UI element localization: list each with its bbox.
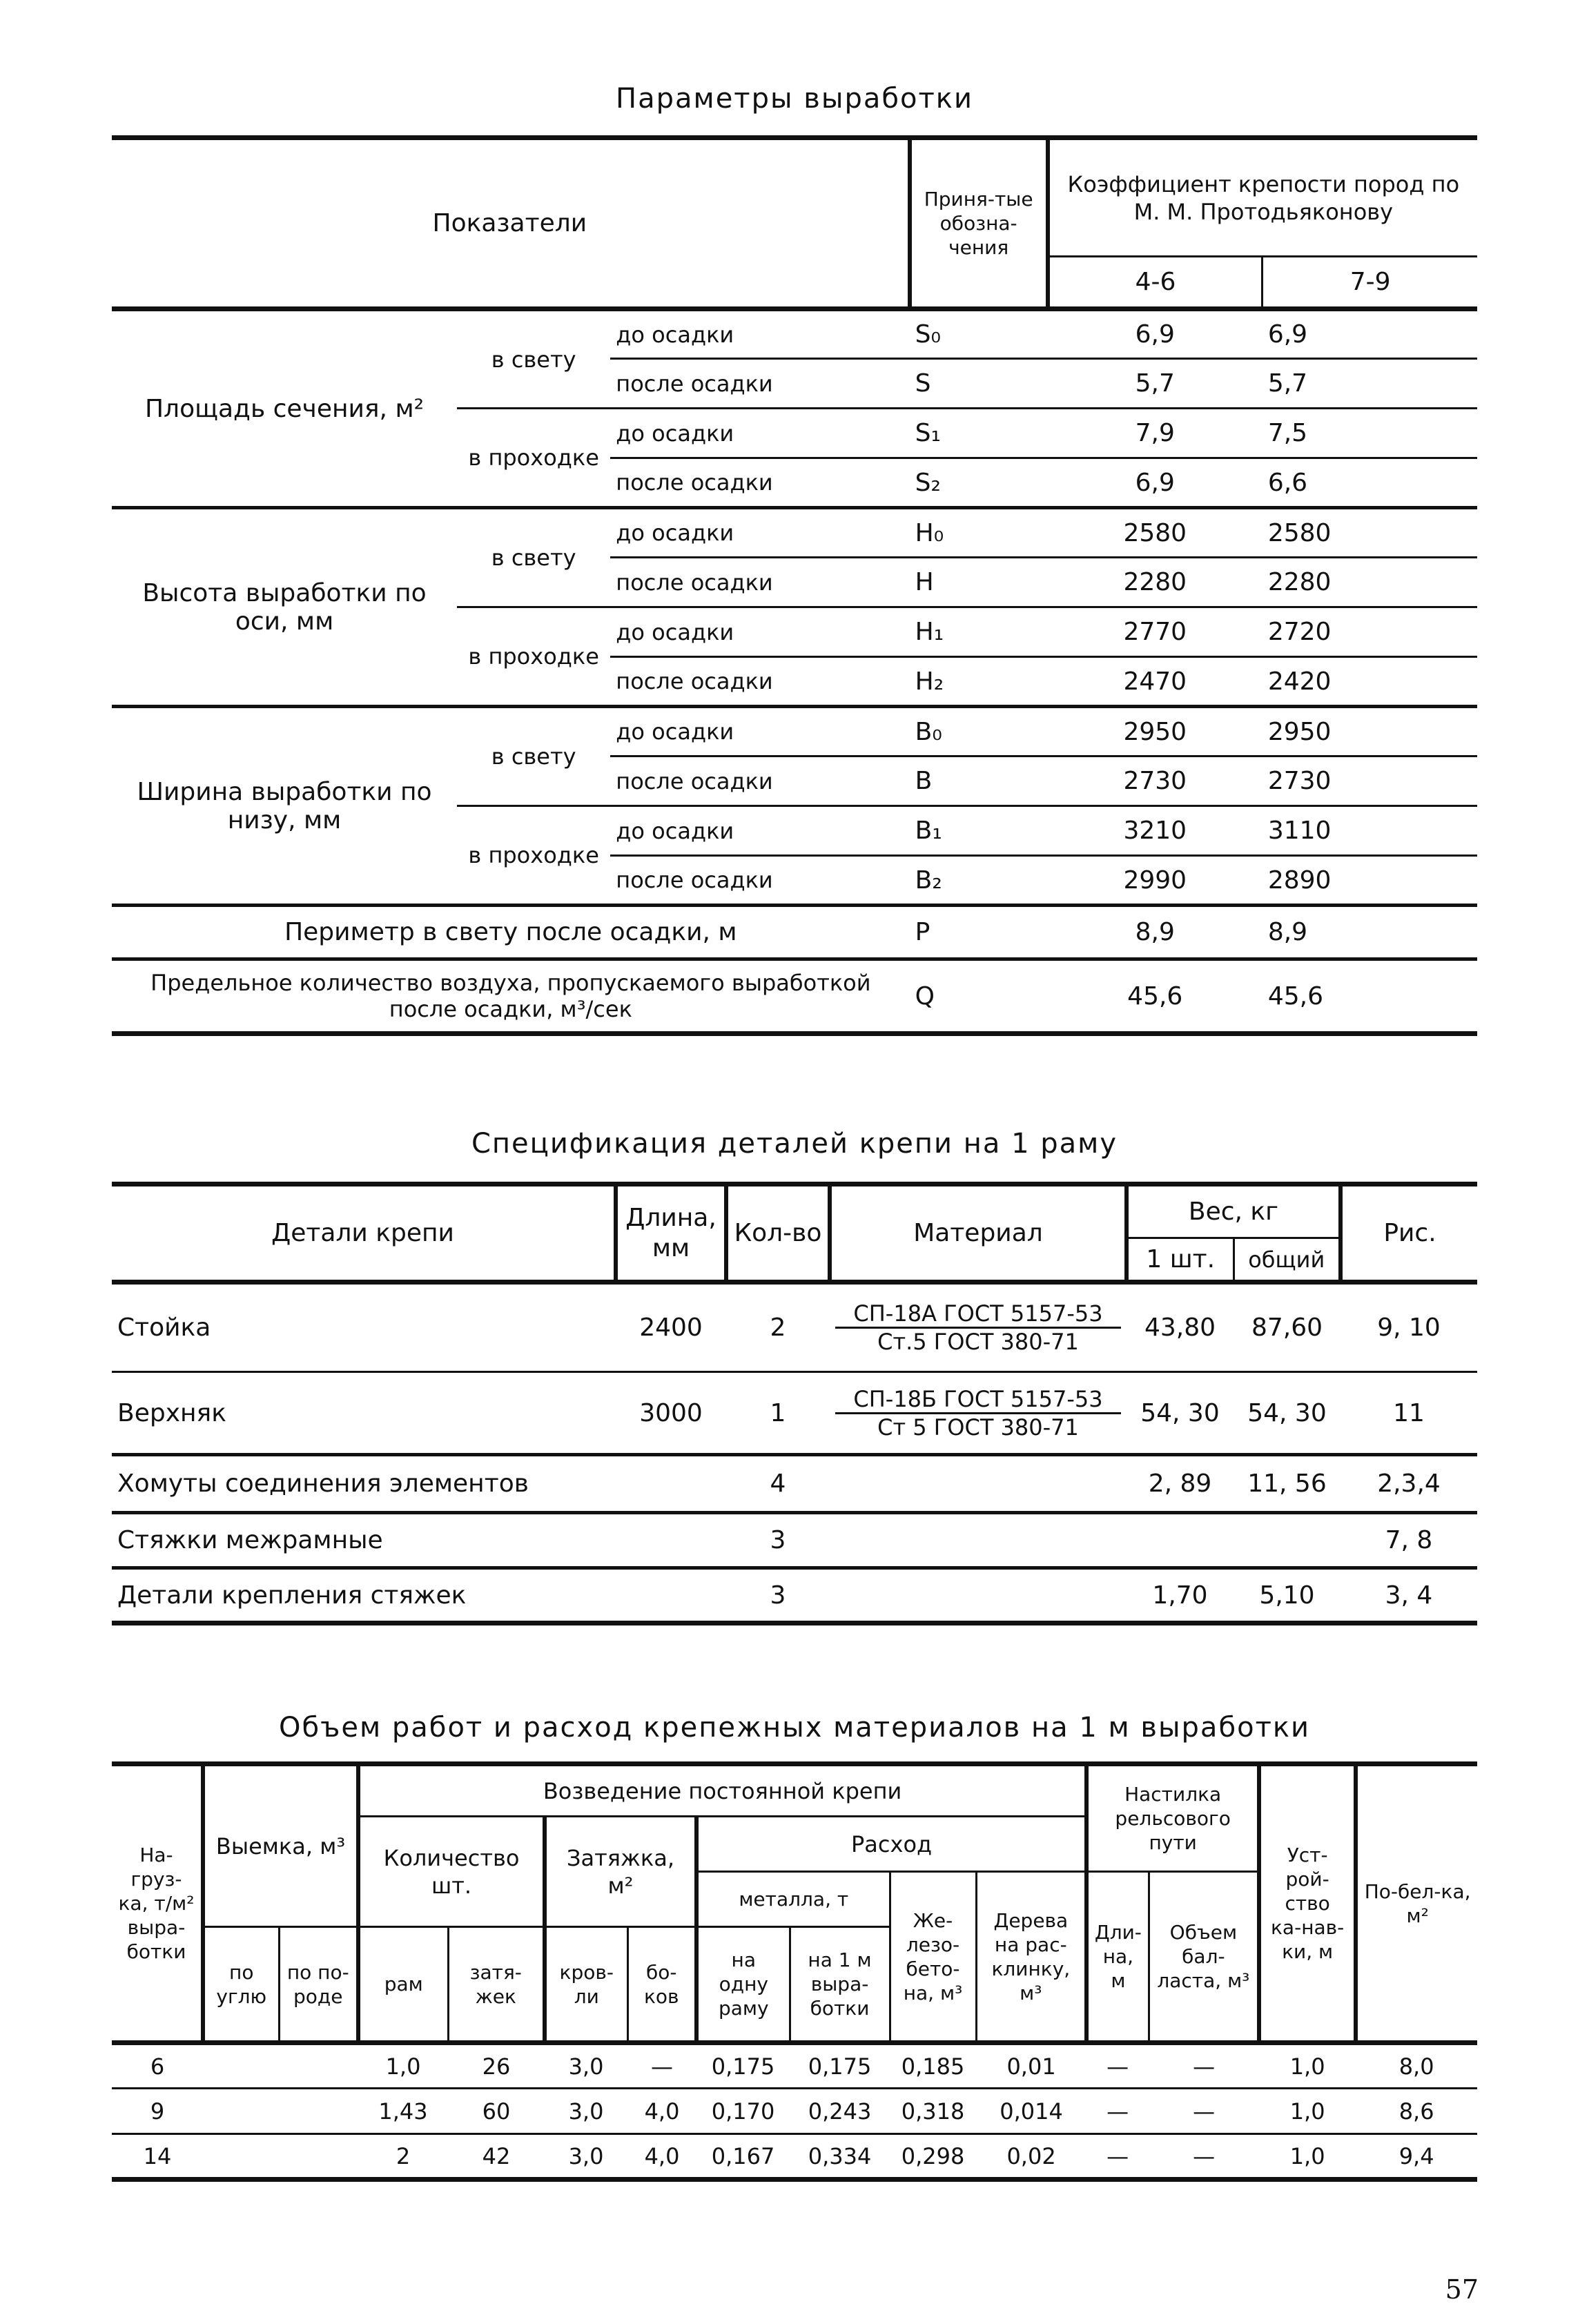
part-name: Стяжки межрамные (117, 1526, 383, 1554)
part-qty: 2 (770, 1314, 786, 1342)
cond: до осадки (616, 520, 734, 546)
sides: — (651, 2053, 674, 2080)
v1: 5,7 (1135, 369, 1175, 398)
sym: H₁ (915, 618, 944, 646)
figure-ref: 9, 10 (1377, 1314, 1441, 1342)
col-indicators: Показатели (112, 138, 910, 309)
lagging: 60 (482, 2098, 511, 2125)
whitewash: 9,4 (1398, 2142, 1434, 2169)
v2: 2280 (1267, 568, 1332, 596)
sub-name: в проходке (468, 445, 599, 471)
sub-name: в свету (491, 743, 576, 770)
cond: до осадки (616, 420, 734, 447)
table1-caption: Параметры выработки (616, 83, 973, 115)
v2: 3110 (1267, 817, 1332, 845)
part-length: 3000 (639, 1398, 703, 1427)
v1: 8,9 (1135, 918, 1175, 946)
weight-total: 11, 56 (1247, 1469, 1327, 1498)
part-name: Стойка (117, 1314, 211, 1342)
col-weight: Вес, кг (1127, 1184, 1341, 1238)
table3-caption: Объем работ и расход крепежных материалов на 1 м выработки (278, 1712, 1311, 1744)
sub-name: в свету (491, 545, 576, 571)
part-name: Верхняк (117, 1398, 226, 1427)
wood: 0,02 (1006, 2142, 1056, 2169)
whitewash: 8,0 (1398, 2053, 1434, 2080)
part-name: Детали крепления стяжек (117, 1581, 467, 1610)
col-by-rock: по по-роде (279, 1927, 358, 2043)
rail-length: — (1107, 2098, 1129, 2125)
cond: после осадки (616, 469, 773, 496)
v1: 2580 (1123, 518, 1187, 547)
sub-name: в свету (491, 346, 576, 373)
group-name: Площадь сечения, м² (144, 394, 425, 423)
roof: 3,0 (568, 2142, 604, 2169)
v1: 2280 (1123, 568, 1187, 596)
part-qty: 1 (770, 1398, 786, 1427)
frames: 1,43 (378, 2098, 428, 2125)
cond: после осадки (616, 569, 773, 596)
sub-name: в проходке (468, 643, 599, 670)
cond: до осадки (616, 321, 734, 348)
rail-length: — (1107, 2053, 1129, 2080)
v1: 7,9 (1135, 419, 1175, 447)
table-parameters (112, 135, 1477, 1036)
col-fig: Рис. (1341, 1184, 1477, 1282)
col-by-angle: по углю (203, 1927, 279, 2043)
col-qty: Кол-во (726, 1184, 830, 1282)
sym: Q (915, 982, 935, 1010)
col-ballast: Объем бал-ласта, м³ (1149, 1872, 1259, 2043)
sym: B₂ (915, 866, 942, 895)
v1: 6,9 (1135, 320, 1175, 349)
v2: 7,5 (1267, 419, 1308, 447)
group-name: Ширина выработки по низу, мм (137, 777, 432, 834)
col-erection: Возведение постоянной крепи (358, 1764, 1086, 1817)
sym: P (915, 918, 930, 946)
group-name: Высота выработки по оси, мм (142, 578, 427, 636)
concrete: 0,318 (901, 2098, 965, 2125)
col-roof: кров-ли (545, 1927, 627, 2043)
v2: 2890 (1267, 866, 1332, 895)
sym: S₁ (915, 419, 941, 447)
concrete: 0,185 (901, 2053, 965, 2080)
frames: 1,0 (385, 2053, 421, 2080)
ballast: — (1193, 2053, 1216, 2080)
v1: 2770 (1123, 618, 1187, 646)
col-c1: 4-6 (1048, 257, 1263, 309)
col-rail: Настилка рельсового пути (1086, 1764, 1259, 1872)
weight-1: 43,80 (1144, 1314, 1216, 1342)
sides: 4,0 (644, 2142, 680, 2169)
material-1: СП-18Б ГОСТ 5157-53 (835, 1386, 1121, 1414)
roof: 3,0 (568, 2053, 604, 2080)
v2: 8,9 (1267, 918, 1308, 946)
v2: 2720 (1267, 618, 1332, 646)
col-c2: 7-9 (1263, 257, 1477, 309)
col-wt: общий (1234, 1238, 1341, 1282)
sym: H₂ (915, 667, 944, 696)
col-consumption: Расход (696, 1817, 1086, 1872)
sym: B₀ (915, 717, 942, 746)
cond: после осадки (616, 867, 773, 893)
ditch: 1,0 (1289, 2098, 1325, 2125)
ballast: — (1193, 2142, 1216, 2169)
col-coef: Коэффициент крепости пород по М. М. Протодьяконову (1048, 138, 1477, 257)
material-1: СП-18А ГОСТ 5157-53 (835, 1300, 1121, 1329)
col-excavation: Выемка, м³ (203, 1764, 358, 1927)
sym: H₀ (915, 518, 944, 547)
col-w1: 1 шт. (1127, 1238, 1234, 1282)
v2: 2950 (1267, 717, 1332, 746)
v1: 2950 (1123, 717, 1187, 746)
v1: 2470 (1123, 667, 1187, 696)
v2: 6,6 (1267, 468, 1308, 497)
weight-1: 54, 30 (1140, 1398, 1220, 1427)
lagging: 42 (482, 2142, 511, 2169)
weight-total: 5,10 (1259, 1581, 1315, 1610)
ditch: 1,0 (1289, 2053, 1325, 2080)
metal-per-frame: 0,175 (711, 2053, 775, 2080)
part-name: Хомуты соединения элементов (117, 1469, 529, 1498)
sides: 4,0 (644, 2098, 680, 2125)
col-metal: металла, т (696, 1872, 890, 1927)
col-part: Детали крепи (112, 1184, 616, 1282)
col-ditch: Уст-рой-ство ка-нав-ки, м (1259, 1764, 1356, 2043)
weight-total (1234, 1513, 1341, 1568)
whitewash: 8,6 (1398, 2098, 1434, 2125)
concrete: 0,298 (901, 2142, 965, 2169)
sub-name: в проходке (468, 842, 599, 868)
col-wood: Дерева на рас-клинку, м³ (976, 1872, 1086, 2043)
weight-1: 2, 89 (1148, 1469, 1212, 1498)
ditch: 1,0 (1289, 2142, 1325, 2169)
v2: 45,6 (1267, 982, 1323, 1010)
v2: 2730 (1267, 767, 1332, 795)
material-2: Ст.5 ГОСТ 380-71 (877, 1329, 1079, 1355)
col-notation: Приня-тые обозна-чения (910, 138, 1048, 309)
weight-1: 1,70 (1152, 1581, 1208, 1610)
col-lagging: затя-жек (448, 1927, 545, 2043)
v2: 5,7 (1267, 369, 1308, 398)
v2: 6,9 (1267, 320, 1308, 349)
wood: 0,014 (1000, 2098, 1063, 2125)
rail-length: — (1107, 2142, 1129, 2169)
load: 9 (150, 2098, 165, 2125)
col-load: На-груз-ка, т/м² выра-ботки (112, 1764, 203, 2043)
col-lag-area: Затяжка, м² (545, 1817, 696, 1927)
col-material: Материал (830, 1184, 1127, 1282)
part-qty: 4 (770, 1469, 786, 1498)
sym: B₁ (915, 817, 942, 845)
v1: 2990 (1123, 866, 1187, 895)
col-sides: бо-ков (627, 1927, 696, 2043)
ballast: — (1193, 2098, 1216, 2125)
col-frames: рам (358, 1927, 448, 2043)
material-2: Ст 5 ГОСТ 380-71 (877, 1414, 1079, 1441)
figure-ref: 11 (1393, 1398, 1425, 1427)
cond: после осадки (616, 768, 773, 794)
sym: S (915, 369, 931, 398)
wood: 0,01 (1006, 2053, 1056, 2080)
sym: S₂ (915, 468, 941, 497)
figure-ref: 2,3,4 (1377, 1469, 1441, 1498)
v2: 2580 (1267, 518, 1332, 547)
sym: S₀ (915, 320, 941, 349)
sym: B (915, 767, 933, 795)
sym: H (915, 568, 934, 596)
cond: до осадки (616, 618, 734, 645)
load: 6 (150, 2053, 165, 2080)
perimeter-label: Периметр в свету после осадки, м (284, 918, 737, 946)
frames: 2 (396, 2142, 411, 2169)
col-concrete: Же-лезо-бето-на, м³ (890, 1872, 976, 2043)
air-label: Предельное количество воздуха, пропускаемого выработкой после осадки, м³/сек (150, 969, 871, 1022)
table-specification (112, 1182, 1477, 1625)
metal-per-meter: 0,175 (808, 2053, 872, 2080)
metal-per-frame: 0,167 (711, 2142, 775, 2169)
v1: 3210 (1123, 817, 1187, 845)
col-length: Длина, мм (616, 1184, 726, 1282)
part-length: 2400 (639, 1314, 703, 1342)
cond: после осадки (616, 668, 773, 694)
part-qty: 3 (770, 1526, 786, 1554)
page-number: 57 (1445, 2274, 1479, 2305)
col-per-frame: на одну раму (696, 1927, 790, 2043)
weight-total: 87,60 (1251, 1314, 1323, 1342)
col-count: Количество шт. (358, 1817, 545, 1927)
v1: 2730 (1123, 767, 1187, 795)
figure-ref: 3, 4 (1385, 1581, 1433, 1610)
v1: 6,9 (1135, 468, 1175, 497)
v1: 45,6 (1127, 982, 1183, 1010)
col-whitewash: По-бел-ка, м² (1356, 1764, 1477, 2043)
metal-per-meter: 0,334 (808, 2142, 872, 2169)
col-per-meter: на 1 м выра-ботки (790, 1927, 890, 2043)
load: 14 (143, 2142, 172, 2169)
lagging: 26 (482, 2053, 511, 2080)
table-work-volume (112, 1761, 1477, 2182)
col-rail-length: Дли-на, м (1086, 1872, 1149, 2043)
cond: после осадки (616, 370, 773, 397)
figure-ref: 7, 8 (1385, 1526, 1433, 1554)
metal-per-meter: 0,243 (808, 2098, 872, 2125)
cond: до осадки (616, 719, 734, 745)
metal-per-frame: 0,170 (711, 2098, 775, 2125)
table2-caption: Спецификация деталей крепи на 1 раму (471, 1128, 1118, 1160)
v2: 2420 (1267, 667, 1332, 696)
part-qty: 3 (770, 1581, 786, 1610)
weight-1 (1127, 1513, 1234, 1568)
weight-total: 54, 30 (1247, 1398, 1327, 1427)
cond: до осадки (616, 817, 734, 844)
roof: 3,0 (568, 2098, 604, 2125)
